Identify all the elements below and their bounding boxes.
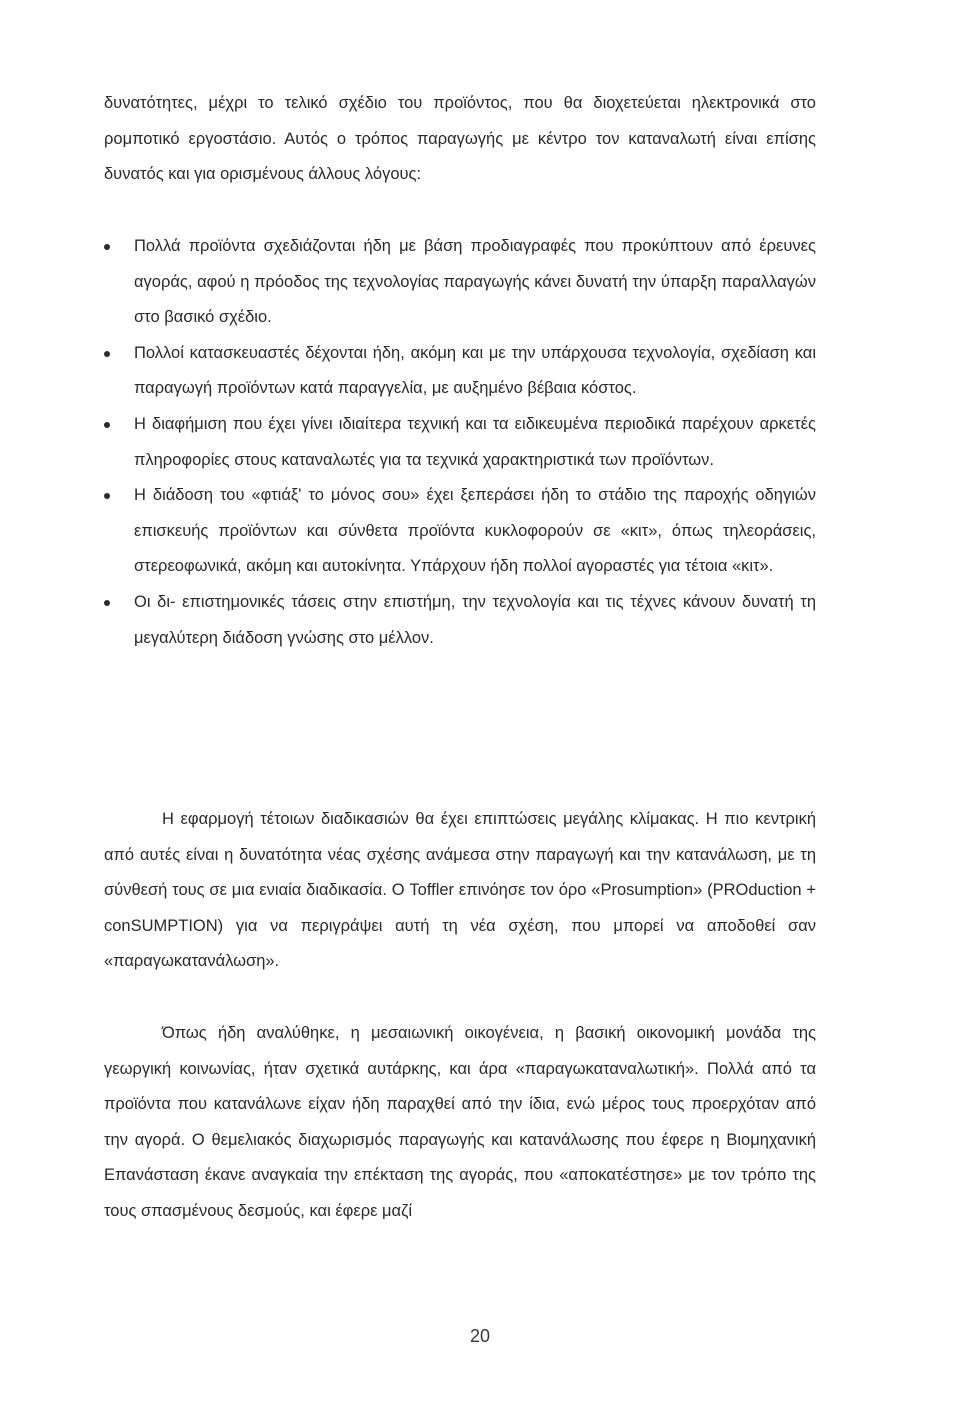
bullet-text: Η διάδοση του «φτιάξ' το μόνος σου» έχει ξεπεράσει ήδη το στάδιο της παροχής οδηγιών επισκευής προϊόντων και σύνθετα προϊόντα κυκλοφορούν σε «κιτ», όπως τηλεοράσεις, στερεοφωνικά, ακόμη και αυτοκίνητα. Υπάρχουν ήδη πολλοί αγοραστές για τέτοια «κιτ». [134, 486, 816, 576]
bullet-text: Πολλά προϊόντα σχεδιάζονται ήδη με βάση προδιαγραφές που προκύπτουν από έρευνες αγοράς, αφού η πρόοδος της τεχνολογίας παραγωγής κάνει δυνατή την ύπαρξη παραλλαγών στο βασικό σχέδιο. [134, 237, 816, 327]
bullet-icon [104, 493, 110, 499]
list-item [104, 585, 816, 656]
bullet-text: Οι δι- επιστημονικές τάσεις στην επιστήμη, την τεχνολογία και τις τέχνες κάνουν δυνατή τη μεγαλύτερη διάδοση γνώσης στο μέλλον. [134, 592, 816, 647]
bullet-icon [104, 244, 110, 250]
intro-paragraph: δυνατότητες, μέχρι το τελικό σχέδιο του προϊόντος, που θα διοχετεύεται ηλεκτρονικά στο ρομποτικό εργοστάσιο. Αυτός ο τρόπος παραγωγής με κέντρο τον καταναλωτή είναι επίσης δυνατός και για ορισμένους άλλους λόγους: [104, 94, 816, 184]
bullet-text: Η διαφήμιση που έχει γίνει ιδιαίτερα τεχνική και τα ειδικευμένα περιοδικά παρέχουν αρκετές πληροφορίες στους καταναλωτές για τα τεχνικά χαρακτηριστικά των προϊόντων. [134, 414, 816, 469]
bullet-icon [104, 422, 110, 428]
list-item [104, 229, 816, 336]
paragraph-medieval-family: Όπως ήδη αναλύθηκε, η μεσαιωνική οικογένεια, η βασική οικονομική μονάδα της γεωργική κοινωνίας, ήταν σχετικά αυτάρκης, και άρα «παραγωκαταναλωτική». Πολλά από τα προϊόντα που κατανάλωνε είχαν ήδη παραχθεί από την ίδια, ενώ μέρος τους προερχόταν από την αγορά. Ο θεμελιακός διαχωρισμός παραγωγής και κατανάλωσης που έφερε η Βιομηχανική Επανάσταση έκανε αναγκαία την επέκταση της αγοράς, που «αποκατέστησε» με τον τρόπο της τους σπασμένους δεσμούς, και έφερε μαζί [104, 1024, 816, 1220]
list-item [104, 336, 816, 407]
bullet-icon [104, 351, 110, 357]
bullet-list [104, 229, 816, 656]
bullet-text: Πολλοί κατασκευαστές δέχονται ήδη, ακόμη και με την υπάρχουσα τεχνολογία, σχεδίαση και παραγωγή προϊόντων κατά παραγγελία, με αυξημένο βέβαια κόστος. [134, 343, 816, 398]
bullet-icon [104, 600, 110, 606]
paragraph-prosumption: Η εφαρμογή τέτοιων διαδικασιών θα έχει επιπτώσεις μεγάλης κλίμακας. Η πιο κεντρική από αυτές είναι η δυνατότητα νέας σχέσης ανάμεσα στην παραγωγή και την κατανάλωση, με τη σύνθεσή τους σε μια ενιαία διαδικασία. Ο Toffler επινόησε τον όρο «Prosumption» (PROduction + conSUMPTION) για να περιγράψει αυτή τη νέα σχέση, που μπορεί να αποδοθεί σαν «παραγωκατανάλωση». [104, 810, 816, 971]
page-number: 20 [469, 1326, 491, 1346]
list-item [104, 478, 816, 585]
list-item [104, 407, 816, 478]
